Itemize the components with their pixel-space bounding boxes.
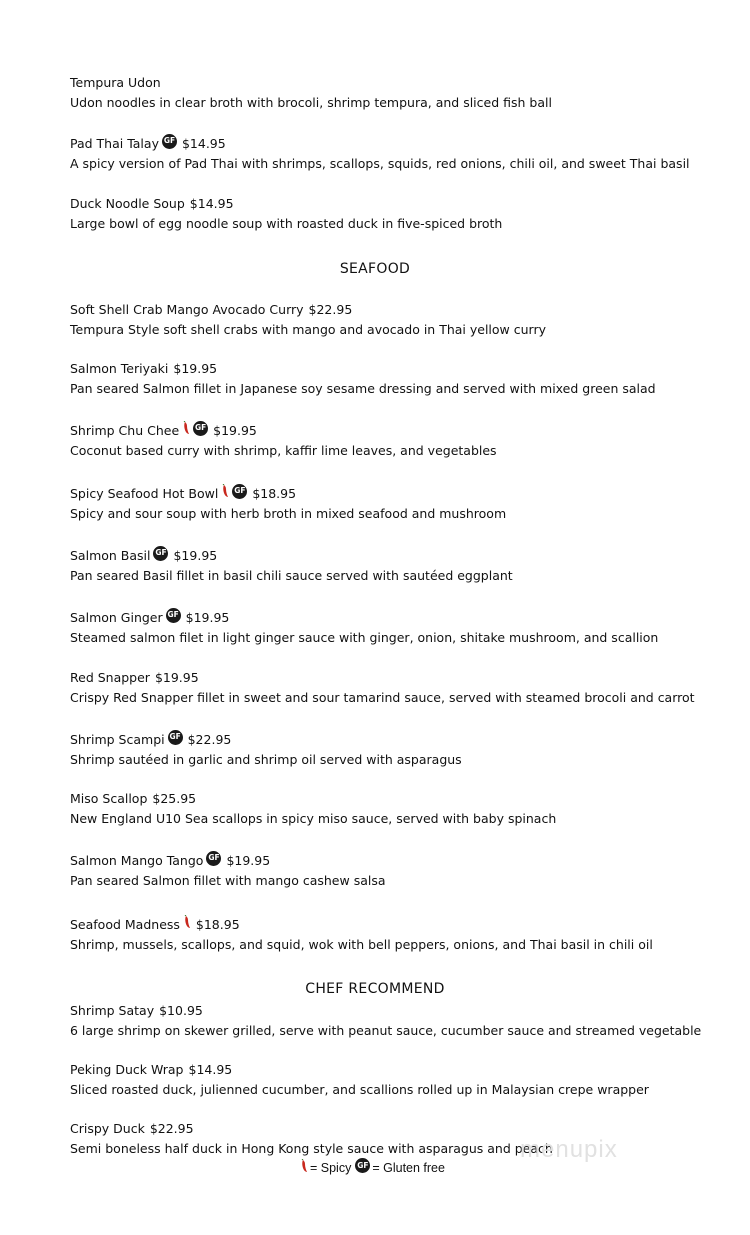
menu-item-price: $19.95 xyxy=(154,670,199,685)
menu-item-header xyxy=(70,136,710,152)
menu-item-description: Crispy Red Snapper fillet in sweet and sour tamarind sauce, served with steamed brocoli and carrot xyxy=(70,690,695,705)
watermark: menupix xyxy=(520,1136,618,1163)
menu-item-name: Duck Noodle Soup xyxy=(70,196,185,211)
legend xyxy=(300,1160,445,1175)
menu-item-description: Coconut based curry with shrimp, kaffir lime leaves, and vegetables xyxy=(70,443,497,458)
menu-item-price: $14.95 xyxy=(189,196,234,211)
menu-item-name: Salmon Ginger xyxy=(70,610,163,625)
menu-item-description: Shrimp sautéed in garlic and shrimp oil served with asparagus xyxy=(70,752,462,767)
menu-item-description: Large bowl of egg noodle soup with roasted duck in five-spiced broth xyxy=(70,216,503,231)
menu-item-description: A spicy version of Pad Thai with shrimps, scallops, squids, red onions, chili oil, and sweet Thai basil xyxy=(70,156,690,171)
menu-item xyxy=(70,791,710,827)
menu-item-name: Shrimp Scampi xyxy=(70,732,165,747)
menu-item-price: $14.95 xyxy=(181,136,226,151)
menu-item-name: Salmon Mango Tango xyxy=(70,853,204,868)
menu-item-price: $19.95 xyxy=(226,853,271,868)
menu-item-description: Udon noodles in clear broth with brocoli, shrimp tempura, and sliced fish ball xyxy=(70,95,552,110)
menu-item-price: $25.95 xyxy=(152,791,197,806)
menu-item xyxy=(70,423,710,459)
gluten-free-icon: GF xyxy=(168,730,183,745)
legend-spicy-label: = Spicy xyxy=(310,1160,352,1175)
menu-item-header xyxy=(70,791,710,807)
menu-item-description: Semi boneless half duck in Hong Kong style sauce with asparagus and peach xyxy=(70,1141,553,1156)
menu-item xyxy=(70,548,710,584)
menu-item-header xyxy=(70,302,710,318)
gluten-free-icon: GF xyxy=(162,134,177,149)
gluten-free-icon: GF xyxy=(166,608,181,623)
legend-gluten-free-label: = Gluten free xyxy=(372,1160,445,1175)
gluten-free-icon: GF xyxy=(153,546,168,561)
menu-item-description: Sliced roasted duck, julienned cucumber, and scallions rolled up in Malaysian crepe wrapper xyxy=(70,1082,649,1097)
menu-item-name: Peking Duck Wrap xyxy=(70,1062,184,1077)
menu-item-description: Shrimp, mussels, scallops, and squid, wok with bell peppers, onions, and Thai basil in chili oil xyxy=(70,937,653,952)
menu-item-description: Pan seared Salmon fillet in Japanese soy sesame dressing and served with mixed green salad xyxy=(70,381,656,396)
gluten-free-icon: GF xyxy=(193,421,208,436)
menu-item-price: $14.95 xyxy=(188,1062,233,1077)
menu-item xyxy=(70,1003,710,1039)
menu-item-header xyxy=(70,670,710,686)
menu-item-description: Spicy and sour soup with herb broth in mixed seafood and mushroom xyxy=(70,506,507,521)
gluten-free-icon: GF xyxy=(206,851,221,866)
menu-item-name: Red Snapper xyxy=(70,670,150,685)
menu-item-price: $10.95 xyxy=(159,1003,203,1018)
menu-item xyxy=(70,75,710,111)
menu-item xyxy=(70,732,710,768)
menu-item-description: Steamed salmon filet in light ginger sauce with ginger, onion, shitake mushroom, and scallion xyxy=(70,630,659,645)
menu-item-price: $22.95 xyxy=(187,732,232,747)
menu-item xyxy=(70,853,710,889)
menu-item-name: Seafood Madness xyxy=(70,917,180,932)
menu-item-header xyxy=(70,486,710,502)
chili-pepper-icon xyxy=(300,1159,308,1173)
menu-item-header xyxy=(70,610,710,626)
menu-item-description: Pan seared Salmon fillet with mango cashew salsa xyxy=(70,873,386,888)
menu-item-price: $19.95 xyxy=(173,548,218,563)
menu-item-name: Shrimp Satay xyxy=(70,1003,155,1018)
menu-item-header xyxy=(70,1062,710,1078)
section-heading-chef-recommend: CHEF RECOMMEND xyxy=(305,981,445,997)
menu-item xyxy=(70,302,710,338)
menu-item xyxy=(70,486,710,522)
menu-item-price: $19.95 xyxy=(173,361,218,376)
menu-item-price: $22.95 xyxy=(149,1121,194,1136)
menu-item-header xyxy=(70,75,710,91)
menu-item xyxy=(70,917,710,953)
menu-item-price: $19.95 xyxy=(185,610,230,625)
menu-item-description: Tempura Style soft shell crabs with mango and avocado in Thai yellow curry xyxy=(70,322,546,337)
section-heading-seafood: SEAFOOD xyxy=(339,261,411,277)
menu-item-description: New England U10 Sea scallops in spicy miso sauce, served with baby spinach xyxy=(70,811,557,826)
menu-item-header xyxy=(70,548,710,564)
menu-item-description: 6 large shrimp on skewer grilled, serve with peanut sauce, cucumber sauce and streamed vegetable xyxy=(70,1023,702,1038)
menu-item-header xyxy=(70,196,710,212)
chili-pepper-icon xyxy=(182,421,190,435)
chili-pepper-icon xyxy=(183,915,191,929)
menu-item-name: Salmon Basil xyxy=(70,548,151,563)
menu-item xyxy=(70,136,710,172)
menu-item xyxy=(70,1062,710,1098)
gluten-free-icon: GF xyxy=(232,484,247,499)
menu-item-header xyxy=(70,1003,710,1019)
menu-item-price: $18.95 xyxy=(252,486,297,501)
menu-item-header xyxy=(70,917,710,933)
menu-item-name: Salmon Teriyaki xyxy=(70,361,169,376)
menu-item-description: Pan seared Basil fillet in basil chili sauce served with sautéed eggplant xyxy=(70,568,513,583)
menu-item-name: Tempura Udon xyxy=(70,75,161,90)
chili-pepper-icon xyxy=(221,484,229,498)
menu-item-header xyxy=(70,853,710,869)
menu-item-price: $19.95 xyxy=(213,423,257,438)
menu-item-price: $22.95 xyxy=(308,302,353,317)
menu-item-header xyxy=(70,732,710,748)
menu-item-name: Pad Thai Talay xyxy=(70,136,159,151)
menu-item xyxy=(70,196,710,232)
menu-item-name: Spicy Seafood Hot Bowl xyxy=(70,486,219,501)
menu-item-header xyxy=(70,423,710,439)
menu-item-name: Miso Scallop xyxy=(70,791,148,806)
menu-item-name: Crispy Duck xyxy=(70,1121,145,1136)
menu-item-name: Shrimp Chu Chee xyxy=(70,423,180,438)
menu-item-header xyxy=(70,361,710,377)
menu-item xyxy=(70,670,710,706)
menu-item xyxy=(70,610,710,646)
menu-item-name: Soft Shell Crab Mango Avocado Curry xyxy=(70,302,304,317)
menu-item-price: $18.95 xyxy=(195,917,240,932)
gluten-free-icon: GF xyxy=(355,1158,370,1173)
menu-item xyxy=(70,361,710,397)
menu-item-header xyxy=(70,1121,710,1137)
